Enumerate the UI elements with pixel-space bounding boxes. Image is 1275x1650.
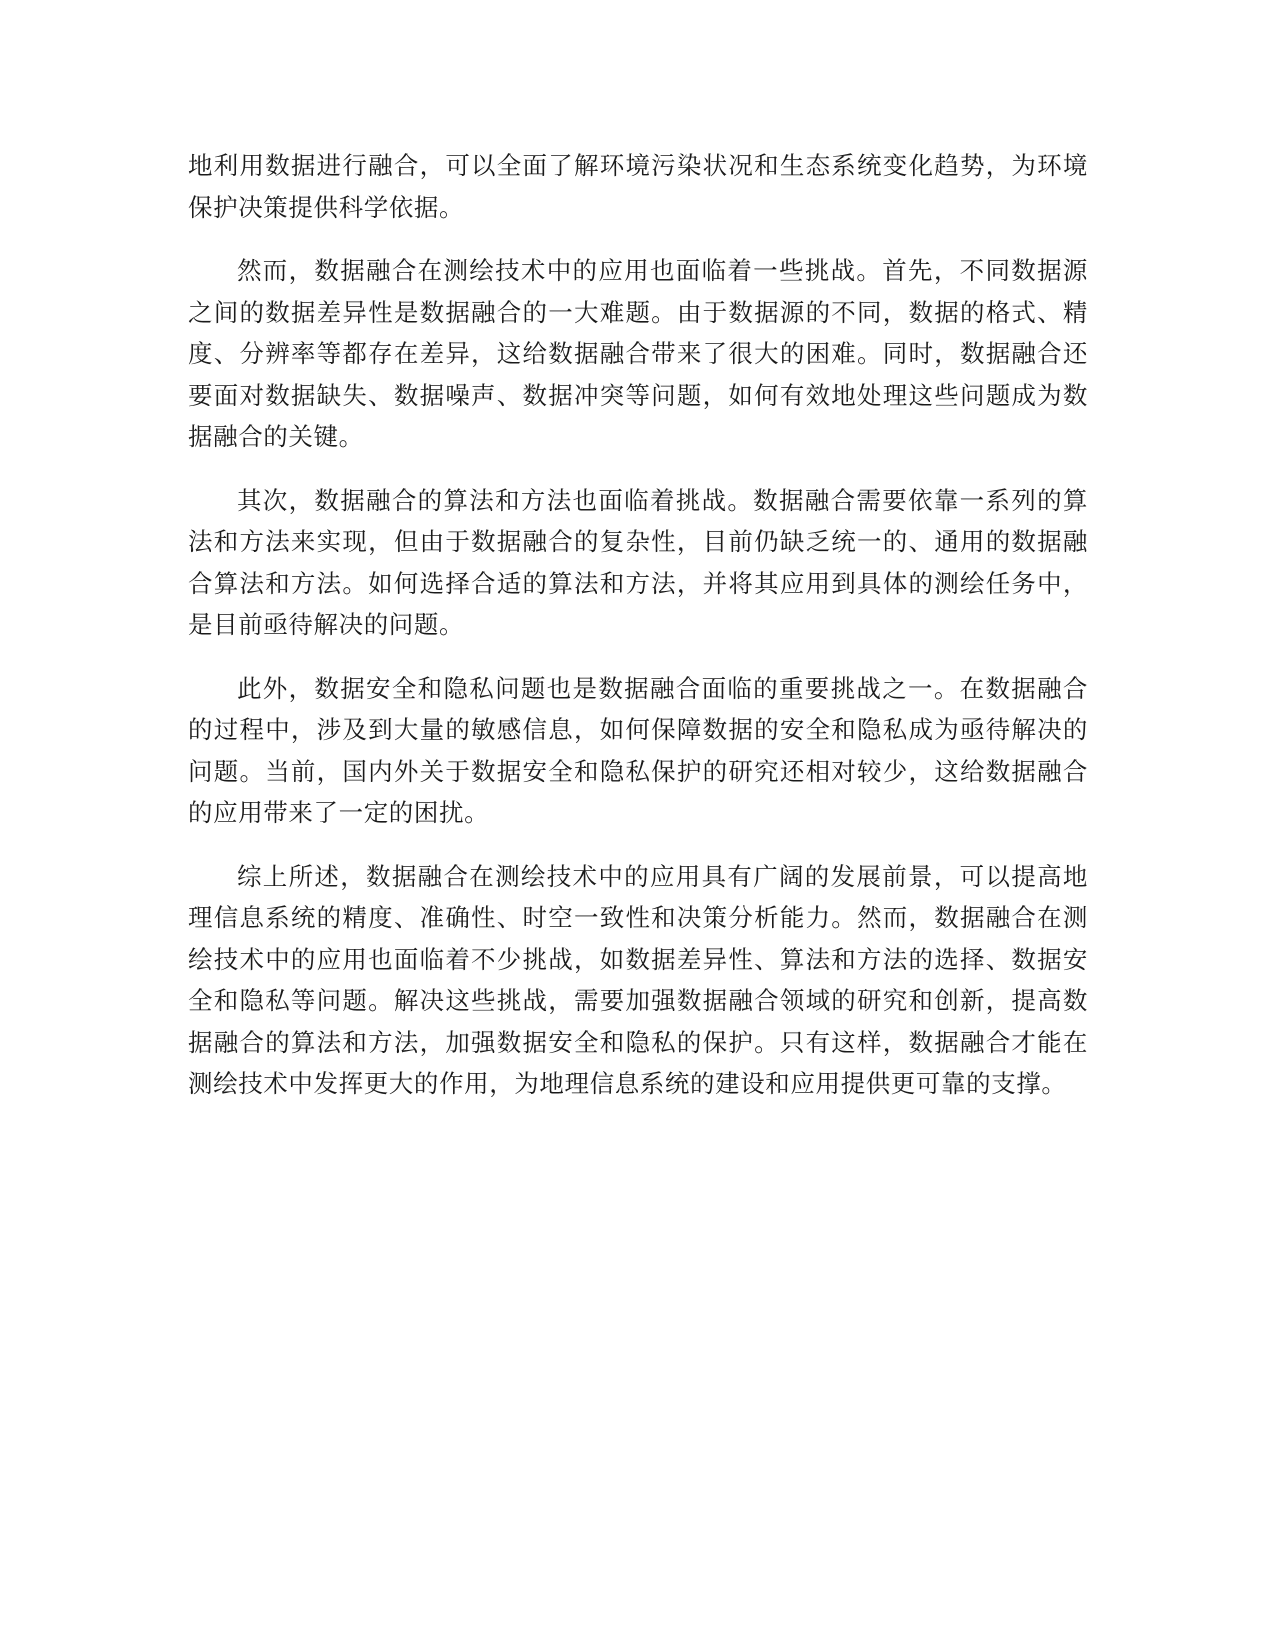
paragraph-conclusion: 综上所述，数据融合在测绘技术中的应用具有广阔的发展前景，可以提高地理信息系统的精度、准确性、时空一致性和决策分析能力。然而，数据融合在测绘技术中的应用也面临着不少挑战，如数据差异性、算法和方法的选择、数据安全和隐私等问题。解决这些挑战，需要加强数据融合领域的研究和创新，提高数据融合的算法和方法，加强数据安全和隐私的保护。只有这样，数据融合才能在测绘技术中发挥更大的作用，为地理信息系统的建设和应用提供更可靠的支撑。: [188, 861, 1088, 1098]
document-body: [188, 145, 1088, 1127]
paragraph-continuation: 地利用数据进行融合，可以全面了解环境污染状况和生态系统变化趋势，为环境保护决策提供科学依据。: [188, 151, 1088, 222]
paragraph-challenges-intro: 然而，数据融合在测绘技术中的应用也面临着一些挑战。首先，不同数据源之间的数据差异性是数据融合的一大难题。由于数据源的不同，数据的格式、精度、分辨率等都存在差异，这给数据融合带来了很大的困难。同时，数据融合还要面对数据缺失、数据噪声、数据冲突等问题，如何有效地处理这些问题成为数据融合的关键。: [188, 256, 1088, 451]
paragraph-security-privacy: 此外，数据安全和隐私问题也是数据融合面临的重要挑战之一。在数据融合的过程中，涉及到大量的敏感信息，如何保障数据的安全和隐私成为亟待解决的问题。当前，国内外关于数据安全和隐私保护的研究还相对较少，这给数据融合的应用带来了一定的困扰。: [188, 673, 1088, 827]
paragraph-algorithms: 其次，数据融合的算法和方法也面临着挑战。数据融合需要依靠一系列的算法和方法来实现，但由于数据融合的复杂性，目前仍缺乏统一的、通用的数据融合算法和方法。如何选择合适的算法和方法，并将其应用到具体的测绘任务中，是目前亟待解决的问题。: [188, 485, 1088, 639]
